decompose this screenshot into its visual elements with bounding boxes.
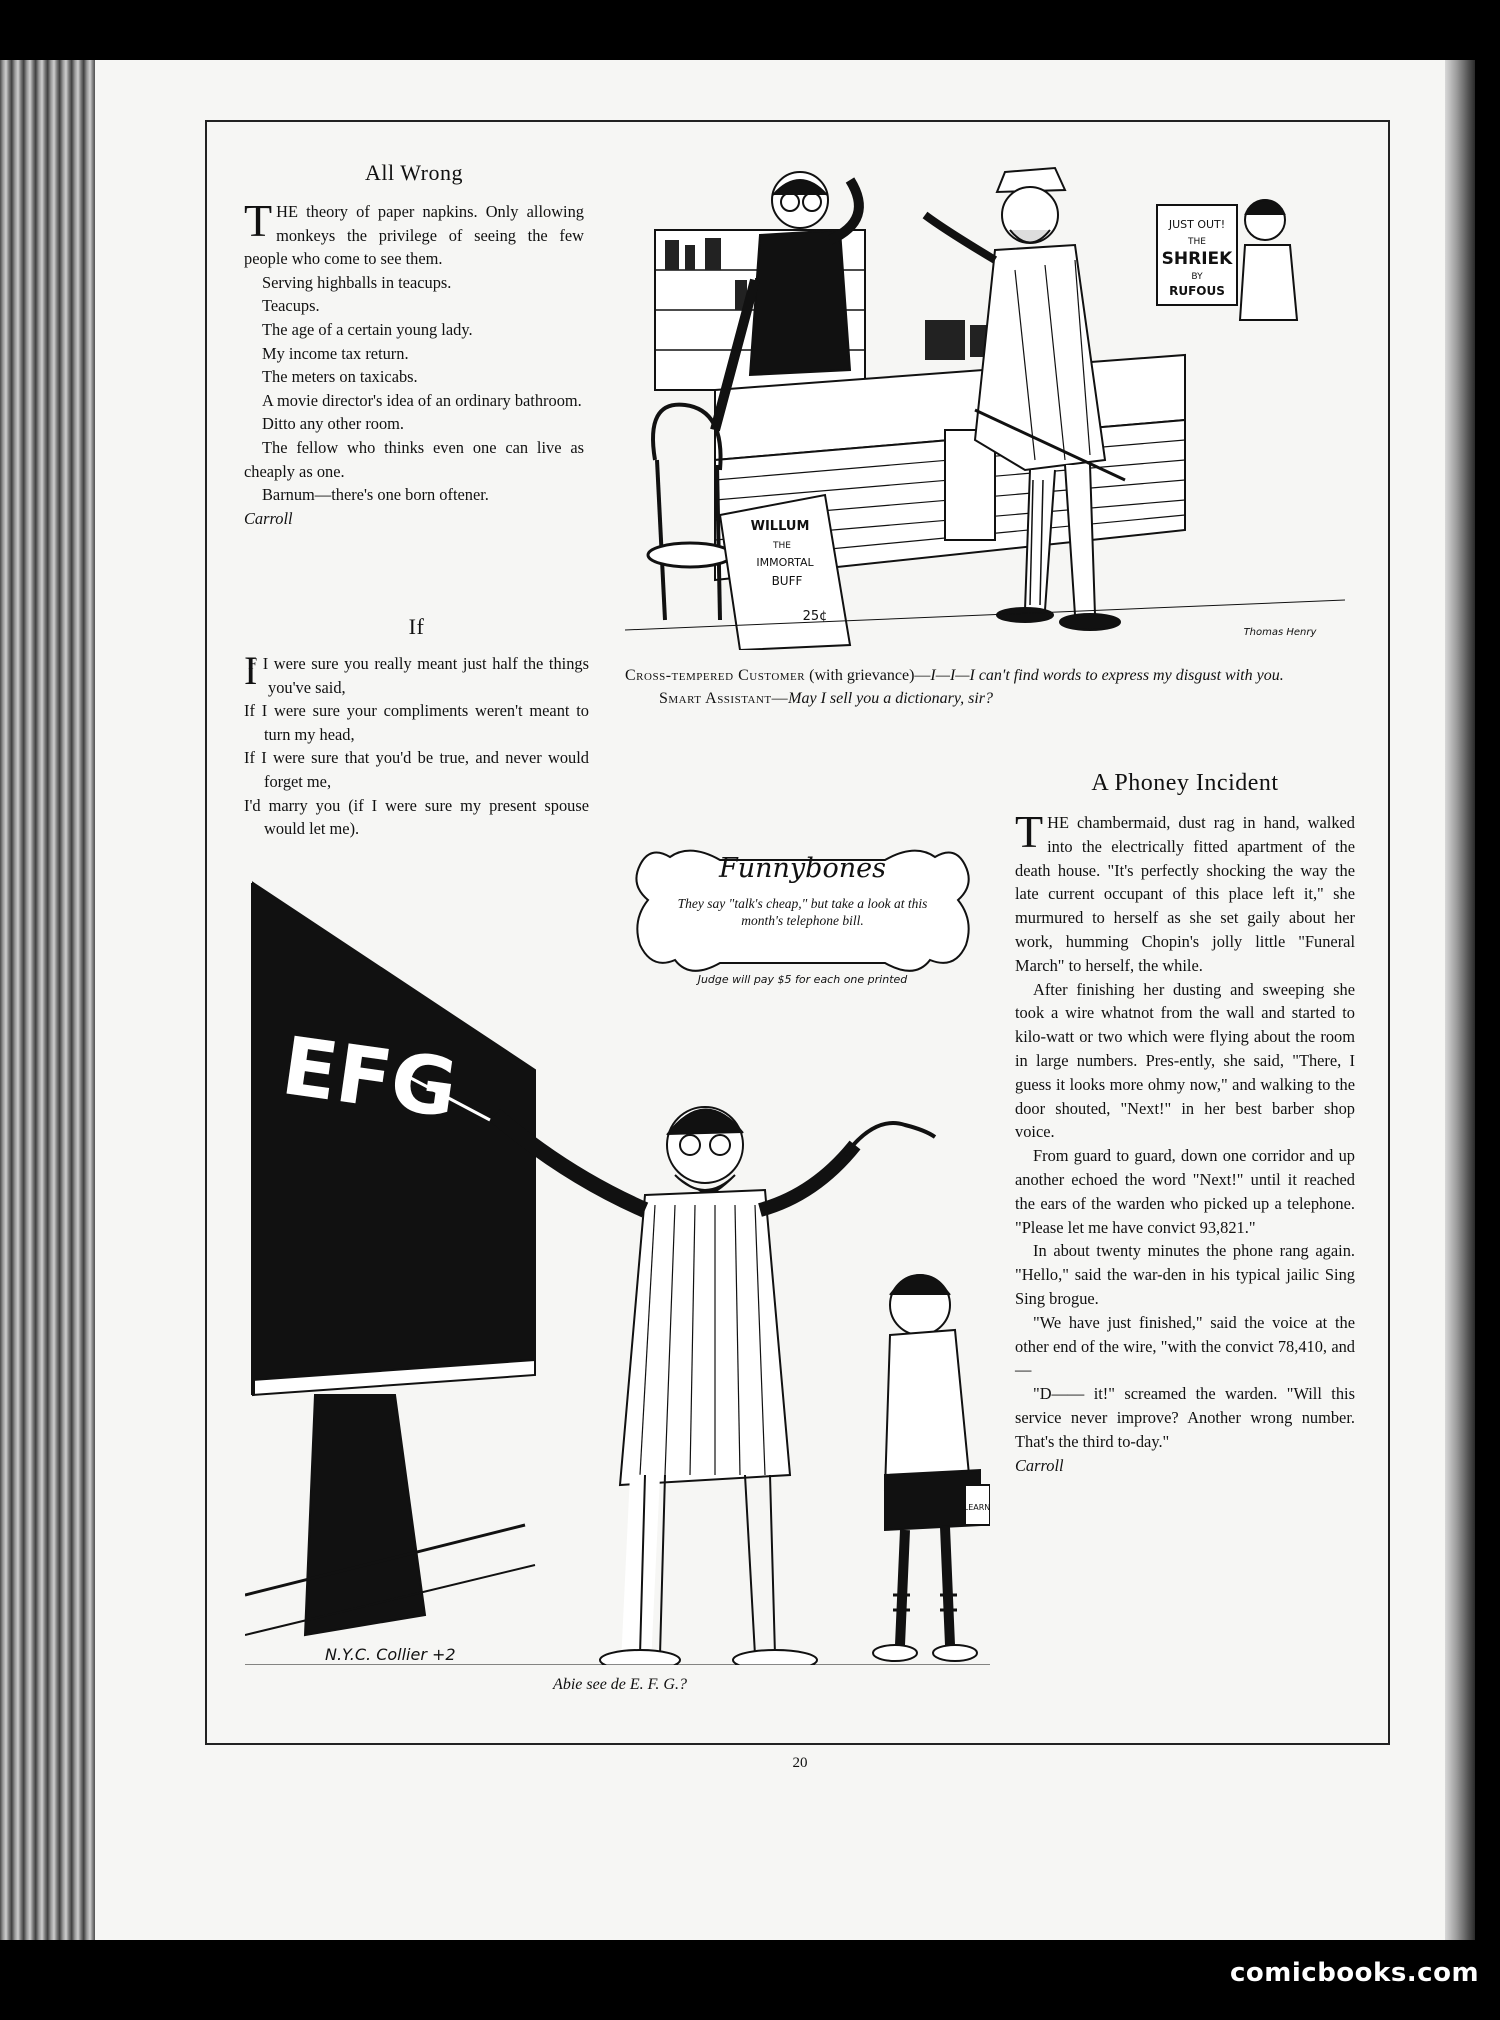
funnybones-footer: Judge will pay $5 for each one printed	[697, 973, 908, 986]
if-line: I'd marry you (if I were sure my present spouse would let me).	[244, 795, 589, 839]
caption-quote: I—I—I can't find words to express my disgust with you.	[930, 667, 1284, 684]
site-watermark: comicbooks.com	[1230, 1958, 1480, 1988]
placard-text: THE	[773, 541, 791, 551]
cartoon-schoolroom-caption: Abie see de E. F. G.?	[553, 1676, 687, 1693]
all-wrong-line: The age of a certain young lady.	[262, 319, 473, 339]
all-wrong-title: All Wrong	[365, 160, 463, 185]
phoney-author: Carroll	[1015, 1455, 1064, 1475]
if-line: If I were sure your compliments weren't meant to turn my head,	[244, 701, 589, 744]
sign-text: BY	[1191, 272, 1203, 282]
placard-price: 25¢	[802, 609, 828, 624]
all-wrong-line: My income tax return.	[262, 343, 409, 363]
all-wrong-line: Barnum—there's one born oftener.	[262, 485, 489, 505]
page-number: 20	[792, 1755, 808, 1771]
all-wrong-first-line: HE theory of paper napkins. Only allowing monkeys the privilege of seeing the few people who come to see them.	[244, 202, 584, 269]
phoney-paragraph: "We have just finished," said the voice at the other end of the wire, "with the convict 78,410, and—	[1015, 1312, 1355, 1380]
if-line: F I were sure you really meant just half the things you've said,	[248, 654, 589, 697]
cartoon-bookshop	[625, 160, 1345, 650]
sign-text: SHRIEK	[1161, 249, 1233, 269]
all-wrong-line: The meters on taxicabs.	[262, 367, 418, 387]
cartoon-bookshop-drawing	[625, 160, 1345, 650]
placard-text: BUFF	[771, 574, 803, 588]
caption-speaker: Smart Assistant—	[659, 690, 789, 707]
phoney-drop-cap: T	[1015, 806, 1044, 857]
book-page-edges	[0, 60, 110, 1940]
all-wrong-drop-cap: T	[244, 195, 273, 246]
all-wrong-body	[244, 195, 584, 530]
book-label: LEARN	[963, 1503, 990, 1512]
caption-text: (with grievance)—	[805, 667, 931, 684]
all-wrong-line: Serving highballs in teacups.	[262, 272, 452, 292]
caption-speaker: Cross-tempered Customer	[625, 667, 806, 684]
phoney-article	[1015, 770, 1355, 1477]
phoney-paragraph: From guard to guard, down one corridor and up another echoed the word "Next!" until it reached the ears of the warden who picked up a telephone. "Please let me have convict 93,821."	[1015, 1146, 1355, 1237]
phoney-paragraph: In about twenty minutes the phone rang again. "Hello," said the war-den in his typical jailic Sing Sing brogue.	[1015, 1241, 1355, 1308]
sign-text: JUST OUT!	[1168, 218, 1226, 231]
funnybones-title: Funnybones	[719, 853, 886, 884]
book-spine-edge	[1445, 60, 1475, 1940]
cartoon-bookshop-caption	[625, 664, 1355, 710]
all-wrong-line: The fellow who thinks even one can live as cheaply as one.	[244, 437, 584, 481]
if-title: If	[408, 614, 425, 639]
funnybones-text: They say "talk's cheap," but take a look at this month's telephone bill.	[677, 896, 928, 928]
all-wrong-line: Teacups.	[262, 296, 320, 316]
all-wrong-article	[244, 160, 584, 530]
cartoon-schoolroom	[245, 875, 990, 1665]
cartoon-schoolroom-drawing	[245, 875, 990, 1665]
phoney-paragraph: "D—— it!" screamed the warden. "Will this service never improve? Another wrong number. That's the third to-day."	[1015, 1384, 1355, 1451]
if-body: I F I were sure you really meant just half the things you've said, If I were sure your compliments weren't meant to turn my head, If I were sure that you'd be true, and never would forget me, I'd marry you (if I were sure my present spouse would let me).	[244, 652, 589, 841]
all-wrong-line: Ditto any other room.	[262, 414, 405, 434]
sign-text: RUFOUS	[1169, 284, 1225, 298]
phoney-paragraph: HE chambermaid, dust rag in hand, walked into the electrically fitted apartment of the death house. "It's perfectly shocking the way the late current occupant of this place left it," she murmured to herself as she set gaily about her work, humming Chopin's jolly little "Funeral March" to herself, the while.	[1015, 813, 1355, 975]
placard-text: WILLUM	[750, 519, 810, 534]
caption-quote: May I sell you a dictionary, sir?	[788, 690, 994, 707]
phoney-title: A Phoney Incident	[1091, 770, 1279, 796]
if-poem	[244, 614, 589, 841]
all-wrong-author: Carroll	[244, 508, 293, 528]
artist-signature: N.Y.C. Collier +2	[325, 1645, 456, 1664]
sign-text: THE	[1188, 237, 1206, 247]
phoney-paragraph: After finishing her dusting and sweeping she took a wire whatnot from the wall and started to kilo-watt or two which were flying about the room in large numbers. Pres-ently, she said, "There, I guess it looks more ohmy now," and walking to the door shouted, "Next!" in her best barber shop voice.	[1015, 979, 1355, 1142]
blackboard-text: EFG	[276, 1019, 463, 1136]
all-wrong-line: A movie director's idea of an ordinary bathroom.	[262, 390, 582, 410]
artist-signature: Thomas Henry	[1243, 627, 1317, 638]
if-line: If I were sure that you'd be true, and never would forget me,	[244, 748, 589, 791]
placard-text: IMMORTAL	[756, 556, 814, 569]
phoney-body	[1015, 806, 1355, 1477]
